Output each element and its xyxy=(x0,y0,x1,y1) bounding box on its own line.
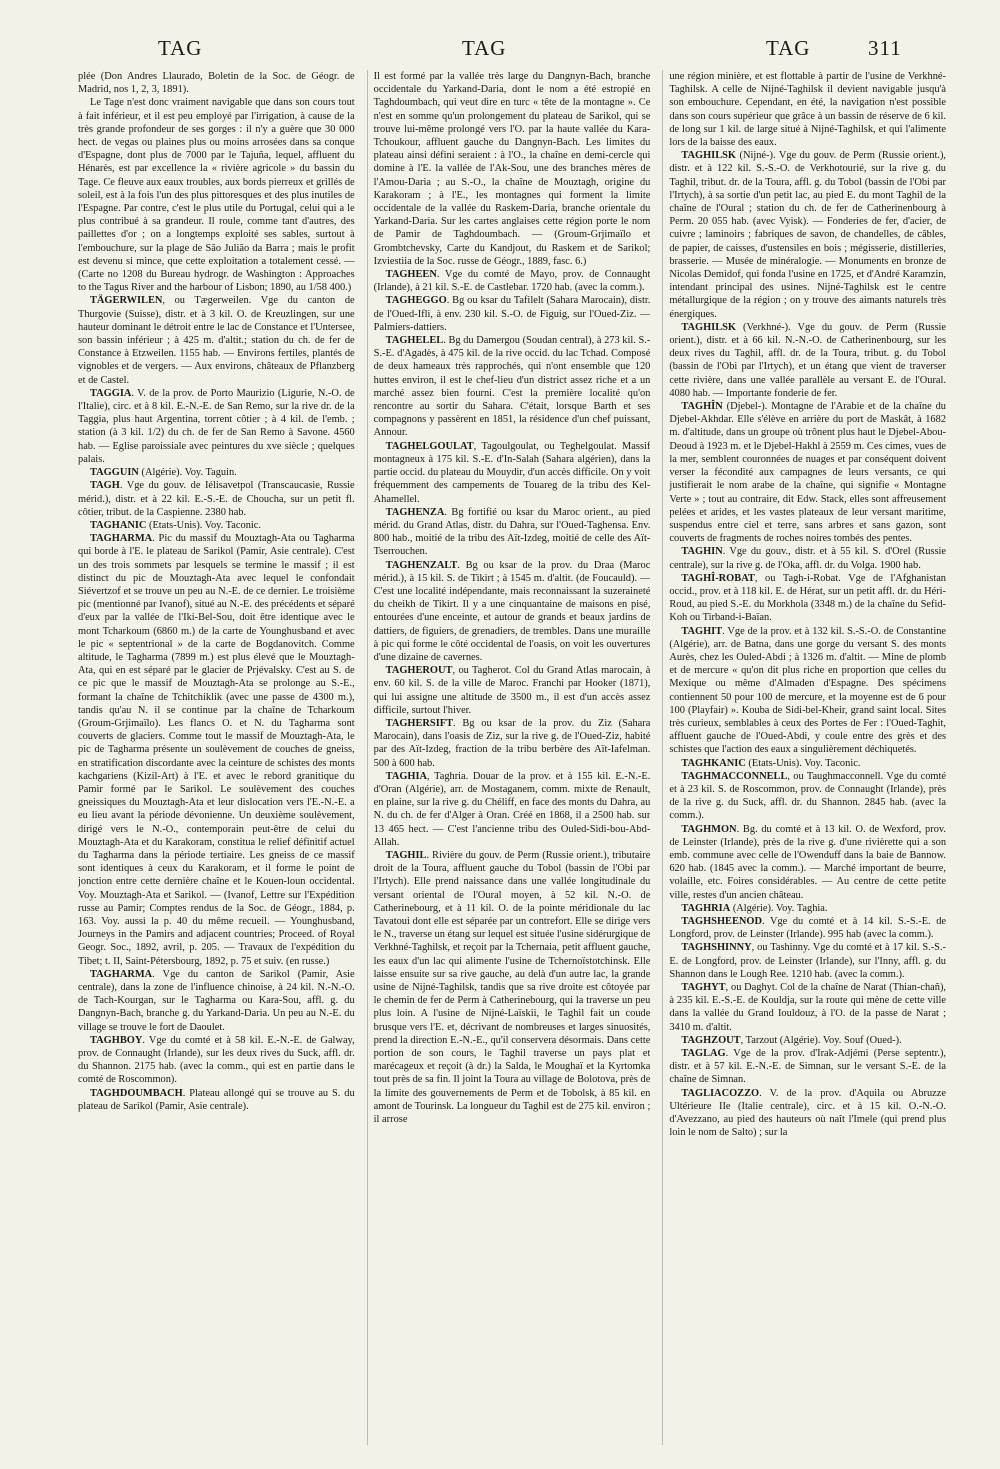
entry-text: . Vge de la prov. et à 132 kil. S.-S.-O. de Constantine (Algérie), arr. de Batna, dans une gorge du versant S. des monts Aurès, chez les Ouled-Abdi ; à 1326 m. d'altit. — Mine de plomb et de mercure « qu'on dit plus riche en proportion que celles du Mexique ou même d'Almaden d'Espagne. Des spécimens contiennent 50 pour 100 de mercure, et la moyenne est de 6 pour 100 (Playfair) ». Kouba de Sidi-bel-Kheir, grand saint local. Sites très curieux, semblables à ceux des Portes de Fer : l'Oued-Taghit, affluent gauche de l'Oued-Abdi, y coule entre des grès et des schistes que l'action des eaux a singulièrement déchiquetés. xyxy=(669,625,946,756)
dictionary-entry xyxy=(374,334,651,440)
continued-text xyxy=(78,96,355,294)
entry-text: . Bg ou ksar du Tafilelt (Sahara Marocain), distr. de l'Oued-Ifli, à env. 230 kil. S.-O. de Figuig, sur l'Oued-Ziz. — Palmiers-dattiers. xyxy=(373,295,651,333)
entry-text: , Tagoulgoulat, ou Teghelgoulat. Massif montagneux à 175 kil. S.-E. d'In-Salah (Sahara algérien), dans la partie occid. du plateau du Mouydir, d'un accès difficile. On y voit fréquemment des campements de Touareg de la tribu des Kel-Ahamellel. xyxy=(373,440,651,505)
dictionary-entry xyxy=(669,400,946,545)
entry-text: , ou Daghyt. Col de la chaîne de Narat (Thian-chañ), à 235 kil. E.-S.-E. de Kouldja, sur la route qui mène de cette ville dans la vallée du Grand Iouldouz, à l'O. de la passe de Narat ; 3410 m. d'altit. xyxy=(669,982,946,1033)
entry-headword: TAGHEROUT xyxy=(385,665,453,677)
entry-headword: TAGHENZALT xyxy=(385,559,458,571)
dictionary-entry xyxy=(374,506,651,559)
dictionary-entry xyxy=(374,559,651,665)
entry-headword: TAGHERSIFT xyxy=(385,717,454,729)
entry-text: Il est formé par la vallée très large du Dangnyn-Bach, branche occidentale du Yarkand-Daria, dont le nom a été estropié en Taghdoumbach, qui veut dire en turc « tête de la montagne ». Ce n'est en somme qu'un prolongement du plateau de Sarikol, qui se trouve lui-même prolongé vers l'O. par la haute vallée du Kara-Tchoukour, affluent gauche du Dangnyn-Bach. Les limites du plateau ainsi défini seraient : à l'O., la chaîne en demi-cercle qui domine à l'E. la vallée de l'Ak-Sou, une des branches mères de l'Amou-Daria ; au S.-O., la chaîne de Mouztagh, origine du Karakoram ; à l'E., les montagnes qui forment la limite occidentale de la vallée du Raskem-Daria, branche orientale du Yarkand-Daria. Sur les cartes anglaises cette région porte le nom de Pamir de Taghdoumbach. — (Groum-Grjimaïlo et Grombtchevsky, Carte du Kandjout, du Raskem et de Sarikol; Izviestiia de la Soc. russe de Géogr., 1889, fasc. 6.) xyxy=(373,71,651,267)
entry-text: . Pic du massif du Mouztagh-Ata ou Tagharma qui borde à l'E. le plateau de Sarikol (Pamir, Asie centrale). C'est un des trois sommets par lesquels se termine le massif ; il est distinct du pic de Mouztagh-Ata avec lequel le confondait Siévertzof et se trouve un peu au N.-E. de ce dernier. Le troisième pic (mentionné par Ivanof), situé au N.-E. des précédents et séparé d'eux par la vallée de l'Iki-Bel-Sou, doit être identique avec le mont Tcharkoum (6860 m.) de la carte de Younghusband et avec le pic « septentrional » de la carte de Bogdanovitch. Comme altitude, le Tagharma (7899 m.) est plus élevé que le Mouztagh-Ata, qui en est séparé par le glacier de Prjévalsky. C'est au S. de ce pic que le massif de Mouztagh-Ata se prolonge au S.-E., formant la chaîne de Tchitchiklik (avec une passe de 4300 m.), tandis qu'au N. il se continue par la chaîne de Tcharkoum (Groum-Grjimaïlo). Les flancs O. et N. du Tagharma sont couverts de glaciers. Comme tout le massif de Mouztagh-Ata, le pic de Tagharma présente un soulèvement de couches de gneiss, en stratification discordante avec la ceinture de schistes des monts kachgariens (Kizil-Art) à l'E. et avec le rebord granitique du Pamir formé par le Sarikol. Le soulèvement des couches gneissiques du Mouztagh-Ata et leur dislocation vers l'E.-N.-E. a eu lieu avant la période dévonienne. Un deuxième soulèvement, dirigé vers le N.-O., contemporain peut-être de celui du Mouztagh-Ata et du Karakoram, constitua le relief définitif actuel du Tagharma dans la période tertiaire. Les gneiss de ce massif sont identiques à ceux du Karakoram, et il forme le point de jonction entre cette dernière chaîne et le Kouen-loun occidental. Voy. Mouztagh-Ata et Sarikol. — (Ivanof, Lettre sur l'Expédition russe au Pamir; Comptes rendus de la Soc. de Géogr., 1884, p. 163. Voy. aussi la p. 40 du même recueil. — Younghusband, Journeys in the Pamirs and adjacent countries; Proceed. of Royal Geogr. Soc., 1892, avril, p. 205. — Travaux de l'expédition du Tibet; t. II, Saint-Pétersbourg, 1892, p. 75 et suiv. (en russe.) xyxy=(78,533,355,967)
header-right-guide: TAG xyxy=(766,36,811,60)
entry-headword: TAGHELEL xyxy=(385,335,444,347)
entry-text: (Algérie). Voy. Taghia. xyxy=(730,902,828,914)
dictionary-entry xyxy=(78,294,355,386)
entry-headword: TAGHILSK xyxy=(681,150,737,162)
entry-text: plée (Don Andres Llaurado, Boletin de la Soc. de Géogr. de Madrid, nos 1, 2, 3, 1891). xyxy=(78,71,355,96)
entry-headword: TAGHEGGO xyxy=(385,295,447,307)
dictionary-entry xyxy=(78,1087,355,1113)
entry-text: , ou Tashinny. Vge du comté et à 17 kil. S.-S.-E. de Longford, prov. de Leinster (Irlande), sur l'Inny, affl. g. du Shannon dans le Lough Ree. 1210 hab. (avec la comm.). xyxy=(669,942,946,980)
entry-text: (Nijné-). Vge du gouv. de Perm (Russie orient.), distr. et à 122 kil. S.-S.-O. de Verkhotourié, sur la rive g. du Taghil, tribut. dr. de la Toura, affl. g. du Tobol (bassin de l'Obi par l'Irtych), à sa sortie d'un petit lac, au pied E. du mont Taghil de la chaîne de l'Oural ; station du ch. de fer de Catherinenbourg à Perm. 20 055 hab. (avec Vyisk). — Fonderies de fer, d'acier, de cuivre ; laminoirs ; fabriques de savon, de chandelles, de câbles, de papier, de caisses, d'ustensiles en bois ; mégisserie, distilleries, brasserie. — Musée de minéralogie. — Monuments en bronze de Nicolas Demidof, qui fonda l'usine en 1725, et d'André Karamzin, intendant principal des usines. Nijné-Taghilsk est le centre métallurgique de la région ; on y trouve des aimants naturels très énergiques. xyxy=(669,150,946,320)
entry-headword: TAGHDOUMBACH xyxy=(90,1087,183,1099)
dictionary-entry xyxy=(78,466,355,479)
entry-headword: TAGHÎ-ROBAT xyxy=(681,572,755,584)
entry-headword: TAGHSHEENOD xyxy=(681,916,762,927)
entry-text: une région minière, et est flottable à partir de l'usine de Verkhné-Taghilsk. A celle de Nijné-Taghilsk il devient navigable jusqu'à son embouchure. Cependant, en été, la navigation n'est possible dans son cours supérieur que grâce à un bassin de réserve de 6 kil. de long sur 1 kil. de large situé à Nijné-Taghilsk, et qui l'alimente lors de la baisse des eaux. xyxy=(669,71,946,149)
entry-text: . Vge du gouv., distr. et à 55 kil. S. d'Orel (Russie centrale), sur la rive g. de l'Oka, affl. dr. du Volga. 1900 hab. xyxy=(669,546,946,571)
entry-headword: TAGHILSK xyxy=(681,321,737,333)
dictionary-entry xyxy=(669,545,946,571)
continued-text xyxy=(78,70,355,96)
entry-headword: TAGHARMA xyxy=(90,968,153,980)
dictionary-entry xyxy=(669,321,946,400)
entry-headword: TAGHKANIC xyxy=(681,757,746,769)
entry-text: (Algérie). Voy. Taguin. xyxy=(138,467,237,479)
dictionary-entry xyxy=(374,717,651,770)
entry-headword: TAGHIA xyxy=(385,770,428,782)
dictionary-entry xyxy=(374,849,651,1126)
entry-headword: TAGHANIC xyxy=(90,519,147,531)
entry-text: , ou Tægerweilen. Vge du canton de Thurgovie (Suisse), distr. et à 3 kil. O. de Kreuzlingen, sur une hauteur dominant le détroit entre le lac de Constance et l'Untersee, son bassin inférieur ; à 425 m. d'altit.; station du ch. de fer de Constance à Etzweilen. 1155 hab. — Environs fertiles, plantés de vignobles et de vergers. — Aux environs, châteaux de Pflanzberg et de Castel. xyxy=(78,295,355,386)
entry-text: . Bg ou ksar de la prov. du Ziz (Sahara Marocain), dans l'oasis de Ziz, sur la rive g. de l'Oued-Ziz, habité par des Aït-Izdeg, fraction de la tribu berbère des Aït-Iafelman. 500 à 600 hab. xyxy=(373,717,651,769)
dictionary-entry xyxy=(669,915,946,941)
page-number: 311 xyxy=(868,36,902,60)
entry-headword: TAGHARMA xyxy=(90,533,153,545)
entry-text: . Bg ou ksar de la prov. du Draa (Maroc mérid.), à 15 kil. S. de Tikirt ; à 1545 m. d'altit. (de Foucauld). — C'est une localité indépendante, mais reconnaissant la suzeraineté du cheikh de Tikirt. Il y a une cinquantaine de maisons en pisé, entourées d'une enceinte, et autour de grands et beaux jardins de dattiers, de figuiers, de grenadiers, de trembles. Dans une muraille à pic qui forme le côté occidental de l'oasis, on voit les ouvertures d'une dizaine de cavernes. xyxy=(373,559,651,663)
dictionary-entry xyxy=(669,1087,946,1140)
dictionary-entry xyxy=(669,149,946,321)
entry-text: . Vge du canton de Sarikol (Pamir, Asie centrale), dans la zone de l'influence chinoise, à 24 kil. N.-N.-O. de Tach-Kourgan, sur le Tagharma ou Kara-Sou, affl. g. du Dangnyn-Bach, branche g. du Yarkand-Daria. Un peu au N.-E. du village se trouve le fort de Daoulet. xyxy=(78,968,355,1033)
continued-text xyxy=(669,70,946,149)
dictionary-entry xyxy=(669,770,946,823)
text-columns xyxy=(78,70,946,1445)
dictionary-entry xyxy=(669,823,946,902)
dictionary-entry xyxy=(374,294,651,334)
entry-headword: TAGHIL xyxy=(385,849,427,861)
entry-headword: TAGHMON xyxy=(681,823,737,835)
entry-text: . Rivière du gouv. de Perm (Russie orient.), tributaire droit de la Toura, affluent gauche du Tobol (bassin de l'Obi par l'Irtych). Elle prend naissance dans une vallée longitudinale du versant oriental de l'Oural moyen, à 52 kil. N.-O. de Catherinebourg, et à 11 kil. O. de la pointe méridionale du lac Tavatoui dont elle est séparée par un contrefort. Elle se dirige vers le N., traverse un étang sur lequel est située l'usine sidérurgique de Verkhné-Taghilsk, et reçoit par la Tchernaia, petit affluent gauche, les eaux d'un lac qui alimente l'usine de Tchernoïstotchinsk. Elle laisse ensuite sur sa rive gauche, au delà d'un autre lac, la grande usine de Nijné-Taghilsk, tandis que sa rive droite est côtoyée par le chemin de fer de Perm à Catherinebourg, qui la traverse un peu plus loin. A l'usine de Nijné-Laïskii, le Taghil fait un coude brusque vers l'E. et, décrivant de nombreuses et larges sinuosités, prend la direction E.-N.-E., qu'il conservera désormais. Dans cette portion de son cours, le Taghil traverse un pays plat et marécageux et reçoit (à dr.) la Salda, le Moughaï et la Kyrtomka tout près de sa fin. Il joint la Toura au village de Bolotova, près de la limite des gouvernements de Perm et de Tobolsk, à 85 kil. en amont de Tourinsk. La longueur du Taghil est de 275 kil. environ ; il arrose xyxy=(373,849,651,1126)
entry-text: Le Tage n'est donc vraiment navigable que dans son cours tout à fait inférieur, et il est peu employé par l'irrigation, à cause de la très grande profondeur de ses gorges : il n'y a guère que 30 000 hect. de vegas ou plaines plus ou moins arrosées dans sa conque d'Espagne, dont plus de 7000 par le Tajuña, lequel, affluent du Hénarès, est par excellence la « rivière agricole » du bassin du Tage. Ce fleuve aux eaux troubles, aux bords pierreux et grillés de soleil, est à la fois l'un des plus pittoresques et des plus inutiles de l'Espagne. Par contre, c'est le plus utile du Portugal, celui qui a le plus contribué à sa grandeur. Il roule, comme tant d'autres, des paillettes d'or ; on a longtemps exploité ses sables, surtout à l'embouchure, sur la plage de São Julião da Barra ; mais le profit est devenu si mince, que cette exploitation a totalement cessé. — (Carte no 1208 du Bureau hydrogr. de Washington : Approaches to the Tagus River and the harbour of Lisbon; 1890, au 1/58 400.) xyxy=(78,97,355,294)
header-left-guide: TAG xyxy=(158,36,203,60)
dictionary-entry xyxy=(669,1047,946,1087)
entry-headword: TAGHÎN xyxy=(681,401,723,413)
dictionary-entry xyxy=(669,941,946,981)
dictionary-entry xyxy=(669,981,946,1034)
dictionary-entry xyxy=(78,479,355,519)
entry-text: (Djebel-). Montagne de l'Arabie et de la chaîne du Djebel-Akhdar. Elle s'élève en arrière du port de Maskât, à 1682 m. d'altitude, dans un groupe où trônent plus haut le Djebel-Abou-Deoud à 1923 m. et le Djebel-Hakhl à 2559 m. Ces cimes, vues de la mer, semblent couronnées de nuages et par conséquent doivent verser la fécondité aux campagnes de leurs versants, ce qui justifierait le nom arabe de la chaîne, qui signifie « Montagne Verte » ; tout au contraire, dit Edw. Stack, elles sont affreusement pelées et arides, et les vastes plateaux de leur versant maritime, suspendus entre ciel et terre, sans arbres et sans gazon, sont couverts de fragments de roches noires tombés des pentes. xyxy=(669,401,946,545)
entry-text: , ou Tagh-i-Robat. Vge de l'Afghanistan occid., prov. et à 118 kil. E. de Hérat, sur un petit affl. dr. du Héri-Roud, au pied S.-E. du Morkhola (3348 m.) de la chaîne du Sefid-Koh ou Tirband-i-Baïan. xyxy=(669,572,946,624)
dictionary-entry xyxy=(78,1034,355,1087)
dictionary-entry xyxy=(374,664,651,717)
entry-text: (Etats-Unis). Voy. Taconic. xyxy=(146,519,261,531)
entry-headword: TAGHSHINNY xyxy=(681,942,752,954)
entry-headword: TAGHMACCONNELL xyxy=(681,770,788,782)
entry-headword: TAGHENZA xyxy=(385,506,445,518)
dictionary-entry xyxy=(669,572,946,625)
entry-headword: TAGHYT xyxy=(681,982,726,994)
entry-text: . Plateau allongé qui se trouve au S. du plateau de Sarikol (Pamir, Asie centrale). xyxy=(78,1087,355,1112)
entry-text: . Bg fortifié ou ksar du Maroc orient., au pied mérid. du Grand Atlas, distr. du Dahra, sur l'Oued-Taghensa. Env. 800 hab., moitié de la tribu des Aït-Izdeg, moitié de celle des Aït-Tserrouchen. xyxy=(373,506,651,558)
entry-text: . Bg. du comté et à 13 kil. O. de Wexford, prov. de Leinster (Irlande), près de la rive g. d'une rivièrette qui a son emb. commune avec celle de l'Owenduff dans la baie de Bannow. 620 hab. (1845 avec la comm.). — Marché important de beurre, volaille, etc. Foires considérables. — Au centre de cette petite ville, restes d'un ancien château. xyxy=(669,823,946,901)
column-1 xyxy=(78,70,355,1445)
entry-text: . V. de la prov. d'Aquila ou Abruzze Ultérieure IIe (Italie centrale), circ. et à 15 kil. O.-N.-O. d'Avezzano, au pied des hauteurs où naît l'Imele (qui prend plus loin le nom de Salto) ; sur la xyxy=(669,1087,946,1139)
entry-headword: TÄGERWILEN xyxy=(90,295,163,307)
dictionary-entry xyxy=(374,268,651,294)
entry-text: . Bg du Damergou (Soudan central), à 273 kil. S.-S.-E. d'Agadès, à 475 kil. de la rive occid. du lac Tchad. Composé de deux hameaux très rapprochés, qui n'ont ensemble que 120 huttes environ, il est le chef-lieu d'un district assez riche et a un marché assez bien fourni. C'est la première localité qu'on rencontre au sortir du Sahara. C'était, lorsque Barth et ses compagnons y passèrent en 1851, la résidence d'un chef puissant, Annour. xyxy=(373,335,651,439)
dictionary-entry xyxy=(78,968,355,1034)
dictionary-entry xyxy=(669,625,946,757)
entry-text: , ou Tagherot. Col du Grand Atlas marocain, à env. 60 kil. S. de la ville de Maroc. Franchi par Hooker (1871), qui lui assigne une altitude de 3500 m., il est d'un accès assez difficile, surtout l'hiver. xyxy=(373,665,651,716)
column-3 xyxy=(662,70,946,1445)
entry-text: . Vge de la prov. d'Irak-Adjémi (Perse septentr.), distr. et à 57 kil. E.-N.-E. de Simnan, sur le versant S.-E. de la chaîne de Simnan. xyxy=(669,1048,946,1086)
entry-text: . Vge du comté et à 58 kil. E.-N.-E. de Galway, prov. de Connaught (Irlande), sur les deux rives du Suck, affl. dr. du Shannon. 2175 hab. (avec la comm., qui est en partie dans le comté de Roscommon). xyxy=(78,1034,355,1086)
dictionary-entry xyxy=(669,1034,946,1047)
entry-headword: TAGGUIN xyxy=(90,467,139,479)
column-2 xyxy=(367,70,651,1445)
header-center-guide: TAG xyxy=(462,36,507,60)
dictionary-entry xyxy=(78,519,355,532)
entry-text: (Etats-Unis). Voy. Taconic. xyxy=(745,757,861,769)
entry-headword: TAGHIT xyxy=(681,625,723,637)
entry-headword: TAGLIACOZZO xyxy=(681,1087,760,1099)
entry-text: , Tarzout (Algérie). Voy. Souf (Oued-). xyxy=(740,1034,902,1046)
entry-text: . V. de la prov. de Porto Maurizio (Ligurie, N.-O. de l'Italie), circ. et à 8 kil. E.-N.-E. de San Remo, sur la rive dr. de la Taggia, plus haut Argentina, torrent côtier ; à 4 kil. de l'emb. ; station (à 3 kil. 1/2) du ch. de fer de San Remo à Savone. 4560 hab. — Eglise paroissiale avec peintures du xve siècle ; quelques palais. xyxy=(78,387,355,465)
entry-text: . Vge du comté et à 14 kil. S.-S.-E. de Longford, prov. de Leinster (Irlande). 995 hab (avec la comm.). xyxy=(669,916,946,941)
entry-headword: TAGGIA xyxy=(90,387,132,399)
entry-headword: TAGHELGOULAT xyxy=(385,440,474,452)
entry-headword: TAGH xyxy=(90,480,120,492)
entry-text: , Taghria. Douar de la prov. et à 155 kil. E.-N.-E. d'Oran (Algérie), arr. de Mostaganem, comm. mixte de Renault, en plaine, sur la rive g. du Chéliff, en face des monts du Dahra, au N. du ch. de fer d'Alger à Oran. Créé en 1868, il a 2500 hab. sur 13 465 hect. — C'est l'ancienne tribu des Ouled-Sidi-bou-Abd-Allah. xyxy=(373,770,651,848)
entry-headword: TAGHIN xyxy=(681,546,723,558)
dictionary-entry xyxy=(78,532,355,968)
entry-headword: TAGHBOY xyxy=(90,1034,143,1046)
entry-text: . Vge du comté de Mayo, prov. de Connaught (Irlande), à 21 kil. S.-E. de Castlebar. 1720 hab. (avec la comm.). xyxy=(373,269,651,294)
running-header xyxy=(0,36,1000,66)
dictionary-entry xyxy=(669,902,946,915)
entry-text: . Vge du gouv. de Iélisavetpol (Transcaucasie, Russie mérid.), distr. et à 22 kil. E.-S.-E. de Choucha, sur un petit fl. côtier, tribut. de la Caspienne. 2380 hab. xyxy=(78,480,355,518)
entry-headword: TAGHRIA xyxy=(681,902,731,914)
entry-text: , ou Taughmacconnell. Vge du comté et à 23 kil. S. de Roscommon, prov. de Connaught (Irlande), près de la rive g. du Suck, affl. dr. du Shannon. 2845 hab. (avec la comm.). xyxy=(669,770,946,822)
continued-text xyxy=(374,70,651,268)
entry-headword: TAGHEEN xyxy=(385,269,437,281)
dictionary-entry xyxy=(374,770,651,849)
entry-text: (Verkhné-). Vge du gouv. de Perm (Russie orient.), distr. et à 66 kil. N.-N.-O. de Catherinenbourg, sur les deux rives du Taghil, affl. dr. de la Toura, tribut. g. du Tobol (bassin de l'Obi par l'Irtych), et un étang que vient de traverser cette rivière, dans une vallée parallèle au versant E. de l'Oural. 4080 hab. — Importante fonderie de fer. xyxy=(669,321,946,399)
entry-headword: TAGHZOUT xyxy=(681,1034,741,1046)
dictionary-entry xyxy=(374,440,651,506)
dictionary-entry xyxy=(78,387,355,466)
entry-headword: TAGLAG xyxy=(681,1048,726,1060)
dictionary-entry xyxy=(669,757,946,770)
